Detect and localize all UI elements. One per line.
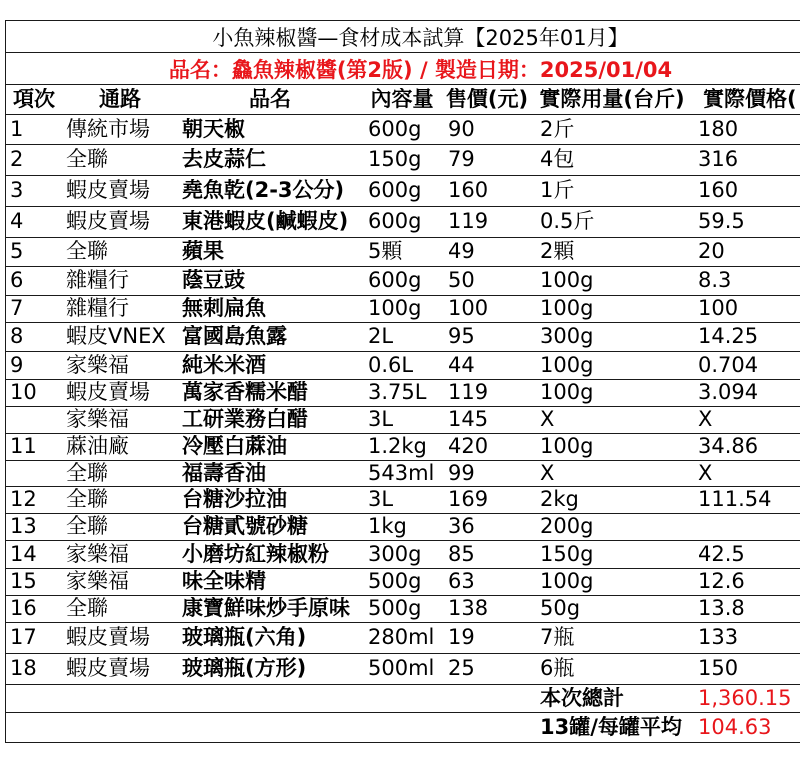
actual-cost-cell: 34.86	[698, 435, 759, 459]
channel-cell: 家樂福	[66, 542, 129, 566]
content-size-cell: 3L	[368, 488, 394, 512]
content-size-cell: 500g	[368, 597, 422, 621]
usage-cell: X	[540, 408, 555, 432]
title-row	[6, 21, 800, 53]
item-name-cell: 堯魚乾(2-3公分)	[182, 179, 345, 203]
table-row	[6, 115, 800, 145]
table-row	[6, 514, 800, 541]
table-row	[6, 267, 800, 296]
usage-cell: 300g	[540, 325, 594, 349]
row-number-cell: 11	[10, 435, 37, 459]
item-name-cell: 冷壓白蔴油	[182, 435, 287, 459]
usage-cell: 100g	[540, 297, 594, 321]
channel-cell: 家樂福	[66, 570, 129, 594]
channel-cell: 全聯	[66, 597, 108, 621]
usage-cell: 100g	[540, 269, 594, 293]
price-cell: 85	[448, 542, 475, 566]
table-row	[6, 238, 800, 267]
price-cell: 25	[448, 657, 475, 681]
actual-cost-cell: 133	[698, 626, 739, 650]
content-size-cell: 600g	[368, 179, 422, 203]
row-number-cell: 10	[10, 381, 37, 405]
row-number-cell: 1	[10, 117, 24, 141]
actual-cost-cell: 42.5	[698, 542, 745, 566]
price-cell: 95	[448, 325, 475, 349]
channel-cell: 蔴油廠	[66, 435, 129, 459]
content-size-cell: 500ml	[368, 657, 435, 681]
usage-cell: 200g	[540, 515, 594, 539]
content-size-cell: 0.6L	[368, 353, 414, 377]
actual-cost-cell: 316	[698, 148, 739, 172]
content-size-cell: 600g	[368, 269, 422, 293]
channel-cell: 全聯	[66, 515, 108, 539]
content-size-cell: 600g	[368, 210, 422, 234]
channel-cell: 全聯	[66, 148, 108, 172]
total-value: 1,360.15	[698, 686, 792, 710]
usage-cell: 1斤	[540, 179, 575, 203]
table-row	[6, 461, 800, 487]
item-name-cell: 玻璃瓶(方形)	[182, 657, 307, 681]
item-name-cell: 小磨坊紅辣椒粉	[182, 542, 329, 566]
price-cell: 44	[448, 353, 475, 377]
item-name-cell: 純米米酒	[182, 353, 266, 377]
table-row	[6, 352, 800, 380]
content-size-cell: 280ml	[368, 626, 435, 650]
actual-cost-cell: 8.3	[698, 269, 732, 293]
row-number-cell: 5	[10, 240, 24, 264]
price-cell: 169	[448, 488, 489, 512]
row-number-cell: 7	[10, 297, 24, 321]
item-name-cell: 蘋果	[182, 240, 224, 264]
item-name-cell: 工研業務白醋	[182, 408, 308, 432]
table-row	[6, 487, 800, 514]
usage-cell: 0.5斤	[540, 210, 595, 234]
actual-cost-cell: X	[698, 408, 713, 432]
actual-cost-cell: 3.094	[698, 381, 759, 405]
table-row	[6, 623, 800, 654]
actual-cost-cell: X	[698, 461, 713, 485]
channel-cell: 雜糧行	[66, 269, 129, 293]
item-name-cell: 康寶鮮味炒手原味	[182, 597, 350, 621]
actual-cost-cell: 111.54	[698, 488, 772, 512]
table-row	[6, 569, 800, 596]
usage-cell: 100g	[540, 381, 594, 405]
table-row	[6, 207, 800, 238]
channel-cell: 蝦皮賣場	[66, 381, 150, 405]
content-size-cell: 543ml	[368, 461, 435, 485]
actual-cost-cell: 59.5	[698, 210, 745, 234]
item-name-cell: 無刺扁魚	[182, 297, 266, 321]
usage-cell: 50g	[540, 597, 581, 621]
content-size-cell: 1kg	[368, 515, 407, 539]
row-number-cell: 6	[10, 269, 24, 293]
table-row	[6, 434, 800, 461]
row-number-cell: 18	[10, 657, 37, 681]
item-name-cell: 萬家香糯米醋	[182, 381, 308, 405]
content-size-cell: 3L	[368, 408, 394, 432]
row-number-cell: 2	[10, 148, 24, 172]
channel-cell: 蝦皮賣場	[66, 626, 150, 650]
usage-cell: X	[540, 461, 555, 485]
price-cell: 63	[448, 570, 475, 594]
header-usage: 實際用量(台斤)	[539, 87, 685, 111]
table-row	[6, 596, 800, 623]
item-name-cell: 台糖貳號砂糖	[182, 515, 308, 539]
table-row	[6, 407, 800, 434]
usage-cell: 7瓶	[540, 626, 575, 650]
content-size-cell: 150g	[368, 148, 422, 172]
header-content-size: 內容量	[370, 87, 434, 111]
total-label: 本次總計	[540, 686, 624, 710]
usage-cell: 6瓶	[540, 657, 575, 681]
usage-cell: 2kg	[540, 488, 579, 512]
table-row	[6, 176, 800, 207]
item-name-cell: 福壽香油	[182, 461, 266, 485]
total-row	[6, 685, 800, 713]
price-cell: 119	[448, 210, 489, 234]
actual-cost-cell: 12.6	[698, 570, 745, 594]
table-row	[6, 541, 800, 569]
header-row	[6, 85, 800, 115]
row-number-cell: 9	[10, 353, 24, 377]
channel-cell: 蝦皮賣場	[66, 179, 150, 203]
price-cell: 420	[448, 435, 489, 459]
channel-cell: 全聯	[66, 488, 108, 512]
price-cell: 138	[448, 597, 489, 621]
channel-cell: 雜糧行	[66, 297, 129, 321]
price-cell: 49	[448, 240, 475, 264]
actual-cost-cell: 180	[698, 117, 739, 141]
table-row	[6, 296, 800, 323]
content-size-cell: 3.75L	[368, 381, 427, 405]
item-name-cell: 去皮蒜仁	[182, 148, 266, 172]
item-name-cell: 朝天椒	[182, 117, 245, 141]
product-info-row	[6, 53, 800, 85]
product-info-banner: 品名：鱻魚辣椒醬(第2版) / 製造日期：2025/01/04	[168, 57, 673, 82]
price-cell: 100	[448, 297, 489, 321]
table-row	[6, 145, 800, 176]
average-value: 104.63	[698, 715, 772, 739]
row-number-cell: 15	[10, 570, 37, 594]
usage-cell: 150g	[540, 542, 594, 566]
item-name-cell: 富國島魚露	[182, 325, 287, 349]
actual-cost-cell: 14.25	[698, 325, 759, 349]
price-cell: 119	[448, 381, 489, 405]
channel-cell: 蝦皮賣場	[66, 210, 150, 234]
content-size-cell: 300g	[368, 542, 422, 566]
average-row	[6, 713, 800, 743]
item-name-cell: 玻璃瓶(六角)	[182, 626, 307, 650]
item-name-cell: 蔭豆豉	[182, 269, 245, 293]
row-number-cell: 14	[10, 542, 37, 566]
item-name-cell: 東港蝦皮(鹹蝦皮)	[182, 210, 349, 234]
content-size-cell: 500g	[368, 570, 422, 594]
price-cell: 90	[448, 117, 475, 141]
content-size-cell: 5顆	[368, 240, 403, 264]
table-row	[6, 654, 800, 685]
header-channel: 通路	[99, 87, 141, 111]
channel-cell: 全聯	[66, 240, 108, 264]
sheet-title: 小魚辣椒醬—食材成本試算【2025年01月】	[212, 25, 629, 50]
channel-cell: 家樂福	[66, 353, 129, 377]
average-label: 13罐/每罐平均	[540, 715, 682, 739]
actual-cost-cell: 160	[698, 179, 739, 203]
content-size-cell: 100g	[368, 297, 422, 321]
item-name-cell: 台糖沙拉油	[182, 488, 287, 512]
channel-cell: 家樂福	[66, 408, 129, 432]
row-number-cell: 16	[10, 597, 37, 621]
row-number-cell: 4	[10, 210, 24, 234]
usage-cell: 4包	[540, 148, 575, 172]
price-cell: 99	[448, 461, 475, 485]
channel-cell: 蝦皮VNEX	[66, 325, 166, 349]
header-item-no: 項次	[13, 87, 55, 111]
price-cell: 50	[448, 269, 475, 293]
table-row	[6, 380, 800, 407]
actual-cost-cell: 0.704	[698, 353, 759, 377]
header-item-name: 品名	[249, 87, 291, 111]
price-cell: 19	[448, 626, 475, 650]
table-body	[6, 115, 800, 685]
usage-cell: 2顆	[540, 240, 575, 264]
row-number-cell: 17	[10, 626, 37, 650]
row-number-cell: 12	[10, 488, 37, 512]
price-cell: 160	[448, 179, 489, 203]
actual-cost-cell: 150	[698, 657, 739, 681]
content-size-cell: 600g	[368, 117, 422, 141]
usage-cell: 2斤	[540, 117, 575, 141]
price-cell: 145	[448, 408, 489, 432]
price-cell: 36	[448, 515, 475, 539]
cost-sheet-table	[5, 20, 800, 743]
row-number-cell: 13	[10, 515, 37, 539]
actual-cost-cell: 100	[698, 297, 739, 321]
usage-cell: 100g	[540, 353, 594, 377]
actual-cost-cell: 20	[698, 240, 725, 264]
row-number-cell: 8	[10, 325, 24, 349]
item-name-cell: 味全味精	[182, 570, 266, 594]
table-row	[6, 323, 800, 352]
channel-cell: 全聯	[66, 461, 108, 485]
header-price: 售價(元)	[445, 87, 529, 111]
price-cell: 79	[448, 148, 475, 172]
header-actual-cost: 實際價格(	[703, 87, 797, 111]
usage-cell: 100g	[540, 570, 594, 594]
channel-cell: 蝦皮賣場	[66, 657, 150, 681]
content-size-cell: 2L	[368, 325, 394, 349]
actual-cost-cell: 13.8	[698, 597, 745, 621]
row-number-cell: 3	[10, 179, 24, 203]
channel-cell: 傳統市場	[66, 117, 150, 141]
usage-cell: 100g	[540, 435, 594, 459]
content-size-cell: 1.2kg	[368, 435, 427, 459]
